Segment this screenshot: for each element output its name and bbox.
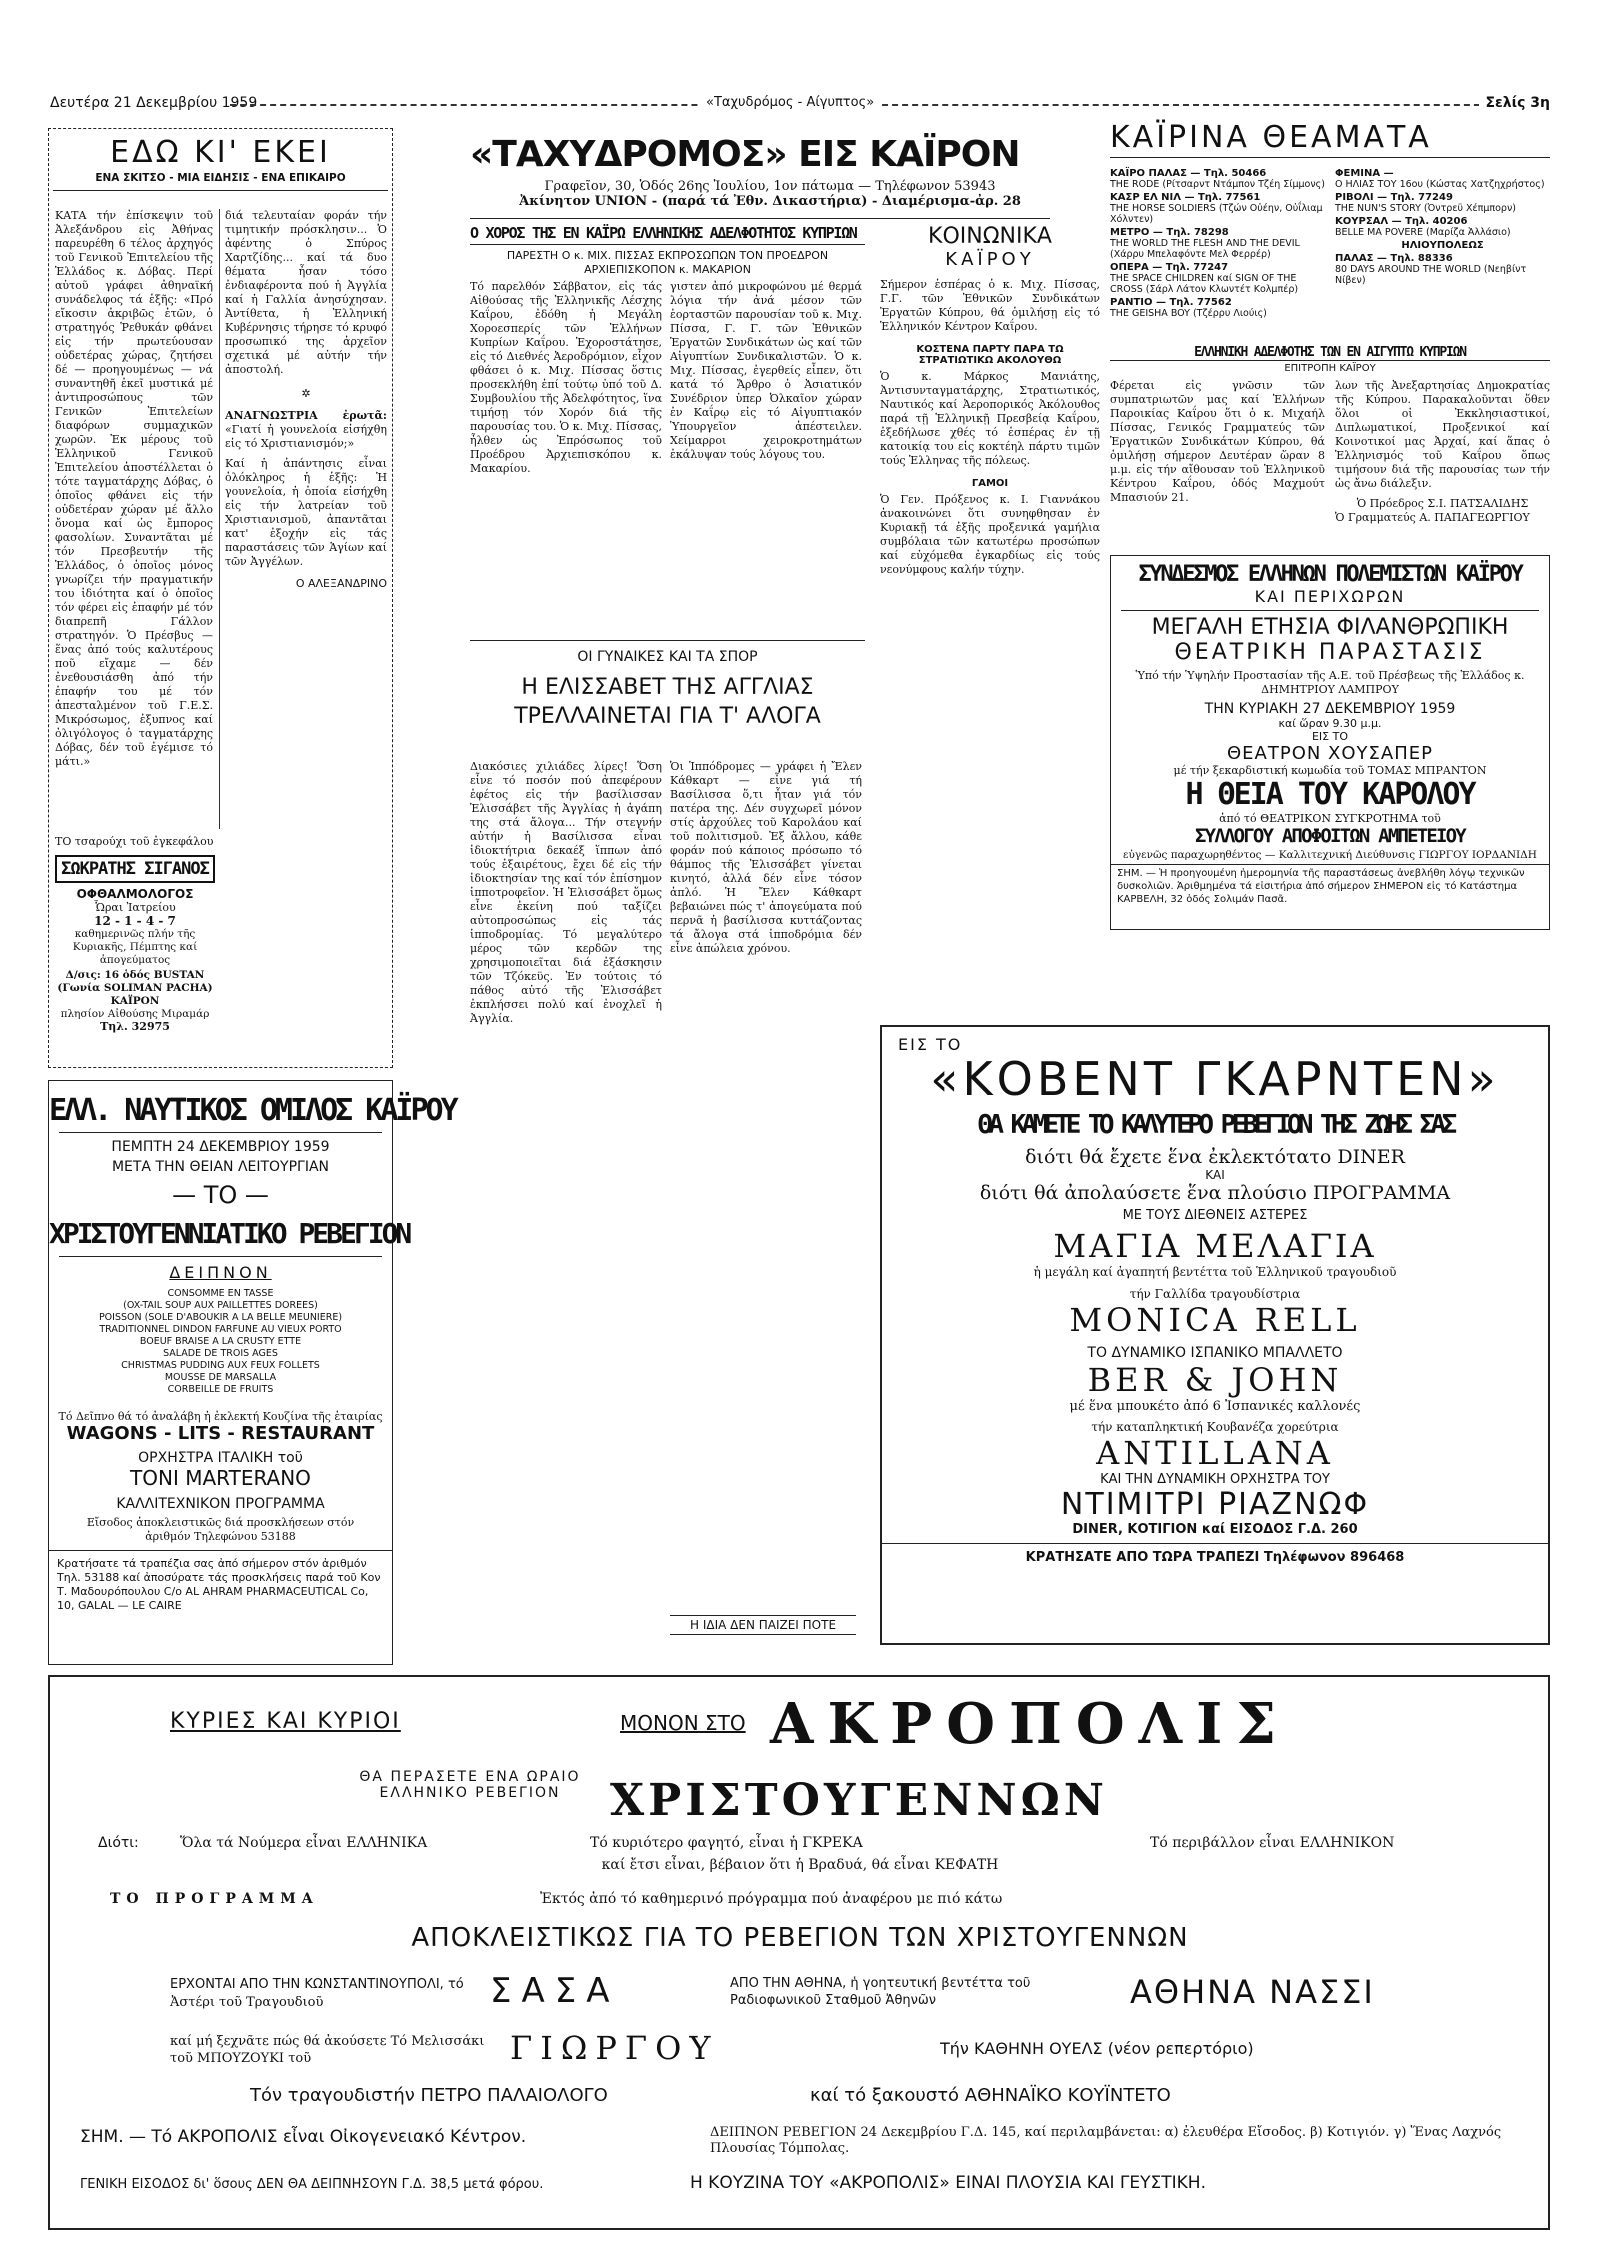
cinema-film: THE GEISHA BOY (Τζέρρυ Λιούις) <box>1110 308 1267 319</box>
choir-sub: ΠΑΡΕΣΤΗ Ο κ. ΜΙΧ. ΠΙΣΣΑΣ ΕΚΠΡΟΣΩΠΩΝ ΤΟΝ ΠΡΟΕΔΡΟΝ ΑΡΧΙΕΠΙΣΚΟΠΟΝ κ. ΜΑΚΑΡΙΟΝ <box>506 249 829 276</box>
koinonika-item2: Ὁ κ. Μάρκος Μανιάτης, Ἀντισυνταγματάρχης, Στρατιωτικός, Ναυτικός καί Ἀεροπορικός Ἀκόλουθος παρά τῇ Ἑλληνικῇ Πρεσβείᾳ Καΐρου, ἐξεδήλωσε χθές τό ἑσπέρας ἐν τῇ κατοικίᾳ του εἰς κοκτέηλ πάρτυ τιμῶν τούς Ἑλληνας τῆς πόλεως. <box>880 370 1100 467</box>
menu-item: CORBEILLE DE FRUITS <box>167 1384 274 1395</box>
women-title-2: ΤΡΕΛΛΑΙΝΕΤΑΙ ΓΙΑ Τ' ΑΛΟΓΑ <box>514 704 821 729</box>
cypriot-notice <box>1110 345 1550 545</box>
war-at: ΕΙΣ ΤΟ <box>1311 730 1349 743</box>
acro-n2: Τό κυριότερο φαγητό, εἶναι ἡ ΓΚΡΕΚΑ <box>590 1835 863 1851</box>
war-by: ἀπό τό ΘΕΑΤΡΙΚΟΝ ΣΥΓΚΡΟΤΗΜΑ τοῦ <box>1219 812 1441 825</box>
acro-forget: καί μή ξεχνᾶτε πώς θά ἀκούσετε Τό Μελισσάκι τοῦ ΜΠΟΥΖΟΥΚΙ τοῦ <box>170 2034 485 2066</box>
edo-ki-ekei-article <box>48 128 393 1068</box>
acro-prog-desc: Ἐκτός ἀπό τό καθημερινό πρόγραμμα πού ἀναφέρου με πιό κάτω <box>540 1891 1003 1907</box>
cg-star-3: BER & JOHN <box>1087 1361 1343 1399</box>
edo-col-2 <box>225 209 387 829</box>
koinonika-item3: Ὁ Γεν. Πρόξενος κ. Ι. Γιαννάκου ἀνακοινώνει ὅτι συνηφθησαν ἐν Κυριακῇ τά ἐξῆς προξενικά γαμήλια συμβόλαια τῶν κατωτέρω προσώπων καί εὐχόμεθα ἐγκαρδίως εἰς τούς νεονύμφους καλήν τύχην. <box>880 493 1100 576</box>
menu-item: (OX-TAIL SOUP AUX PAILLETTES DOREES) <box>123 1300 318 1311</box>
taxydromos-title: «ΤΑΧΥΔΡΟΜΟΣ» ΕΙΣ ΚΑΪΡΟΝ <box>470 134 1020 175</box>
menu-item: MOUSSE DE MARSALLA <box>164 1372 277 1383</box>
acro-gen: ΓΕΝΙΚΗ ΕΙΣΟΔΟΣ δι' ὅσους ΔΕΝ ΘΑ ΔΕΙΠΝΗΣΟΥΝ Γ.Δ. 38,5 μετά φόρου. <box>80 2177 544 2192</box>
theamata-col-left <box>1110 168 1325 333</box>
cyp-sign-1: Ὁ Πρόεδρος Σ.Ι. ΠΑΤΣΑΛΙΔΗΣ <box>1356 497 1529 510</box>
cg-star-2-pre: τήν Γαλλίδα τραγουδίστρια <box>1129 1287 1301 1301</box>
cinema-entry <box>1110 168 1325 190</box>
nautical-rule-1 <box>59 1132 382 1133</box>
edo-col-2-text: διά τελευταίαν φοράν τήν τιμητικήν πρόσκλησιν... Ὁ ἀφέντης ὁ Σπύρος Χαρτζίδης... καί τά δυο θέματα ἦσαν τόσο ἐνδιαφέροντα πού ἡ Ἀγγλία καί ἡ Γαλλία ἀνησύχησαν. Ἀντίθετα, ἡ Ἑλληνική Κυβέρνησις τήρησε τό κρυφό προσωπικό της ἀρχεῖον σχετικά μέ αὐτήν τήν ἀποστολή. <box>225 209 387 376</box>
nautical-club-ad <box>48 1080 456 1665</box>
acro-deipnon: ΔΕΙΠΝΟΝ ΡΕΒΕΓΙΟΝ 24 Δεκεμβρίου Γ.Δ. 145, καί περιλαμβάνεται: α) ἐλευθέρα Εἴσοδος. β) Κοτιγιόν. γ) Ἕνας Λαχνός Πλουσίας Τόμπολας. <box>710 2125 1502 2156</box>
cg-line-3: ΜΕ ΤΟΥΣ ΔΙΕΘΝΕΙΣ ΑΣΤΕΡΕΣ <box>1122 1208 1308 1223</box>
acro-sim: ΣΗΜ. — Τό ΑΚΡΟΠΟΛΙΣ εἶναι Οἰκογενειακό Κέντρον. <box>80 2127 527 2147</box>
cinema-film: THE SPACE CHILDREN καί SIGN OF THE CROSS (Σάρλ Λάτον Κλωντέτ Κολμπέρ) <box>1110 273 1299 295</box>
war-time: καί ὥραν 9.30 μ.μ. <box>1278 717 1382 730</box>
war-sub: ΚΑΙ ΠΕΡΙΧΩΡΩΝ <box>1254 587 1406 606</box>
nautical-rule-2 <box>59 1256 382 1257</box>
women-title-1: Η ΕΛΙΣΣΑΒΕΤ ΤΗΣ ΑΓΓΛΙΑΣ <box>521 675 814 700</box>
cg-star-1: ΜΑΓΙΑ ΜΕΛΑΓΙΑ <box>1053 1227 1377 1265</box>
koinonika-sub: ΚΑΪΡΟΥ <box>945 249 1035 270</box>
doctor-phone: Τηλ. 32975 <box>100 1020 170 1033</box>
nautical-after: ΜΕΤΑ ΤΗΝ ΘΕΙΑΝ ΛΕΙΤΟΥΡΓΙΑΝ <box>111 1159 330 1175</box>
cyp-col-2-text: λων τῆς Ἀνεξαρτησίας Δημοκρατίας τῆς Κύπρου. Παρακαλοῦνται ὅθεν ὅλοι οἱ Ἐκκλησιαστικοί, Διπλωματικοί, Προξενικοί καί Κοινοτικοί μας Ἀρχαί, καί ἅπας ὁ Ἑλληνισμός τοῦ Καΐρου ὅπως τιμήσουν διά τῆς παρουσίας των τήν ὡς ἄνω διάλεξιν. <box>1335 379 1550 490</box>
cyp-col-1 <box>1110 379 1325 544</box>
acro-excl: ΑΠΟΚΛΕΙΣΤΙΚΩΣ ΓΙΑ ΤΟ ΡΕΒΕΓΙΟΝ ΤΩΝ ΧΡΙΣΤΟΥΓΕΝΝΩΝ <box>411 1923 1189 1953</box>
cinema-entry <box>1335 216 1550 238</box>
war-title: ΣΥΝΔΕΣΜΟΣ ΕΛΛΗΝΩΝ ΠΟΛΕΜΙΣΤΩΝ ΚΑΪΡΟΥ <box>1138 562 1522 587</box>
cg-star-3-desc: μέ ἕνα μπουκέτο ἀπό 6 Ἰσπανικές καλλονές <box>1069 1399 1361 1414</box>
acro-sasa: ΣΑΣΑ <box>490 1971 620 2011</box>
menu-item: TRADITIONNEL DINDON FARFUNE AU VIEUX PORTO <box>99 1324 342 1335</box>
women-col-2 <box>670 760 862 1610</box>
nautical-orch-label: ΟΡΧΗΣΤΡΑ ΙΤΑΛΙΚΗ τοῦ <box>138 1450 303 1466</box>
covent-garden-ad <box>880 1025 1550 1645</box>
choir-col-1 <box>470 280 662 630</box>
women-col-1-text: Διακόσιες χιλιάδες λίρες! Ὅση εἶνε τό ποσόν πού ἀπεφέρουν ἐφέτος εἰς τήν βασίλισσαν Ἐλισσάβετ τῆς Ἀγγλίας ἡ ἀγάπη της στά ἄλογα... Τήν στεγνήν αὐτήν ἡ Βασίλισσα εἶναι ἰδιοκτήτρια δεκαέξ ἵππων ἀπό τούς ἐξαιρέτους, ἔχει δέ εἰς τήν ἰδιοκτησίαν της καί τόν ἐπίσημον ἱπποτροφεῖον. Ἡ Ἐλισσάβετ ὅμως εἶνε ἐκείνη πού ταξίζει αὐτοπροσώπως εἰς τάς ἱπποδρομίας. Τό μεγαλύτερο μέρος τῶν κερδῶν της χρησιμοποιεῖται διά ἐξάσκησιν τῶν Τζόκεϋς. Ἐν τούτοις τό πάθος αὐτό τῆς Ἐλισσάβετ ἐκπλήσσει πολύ καί ἐνοχλεῖ ἡ Ἀγγλία. <box>470 760 662 1025</box>
acro-from-cpl: ΕΡΧΟΝΤΑΙ ΑΠΟ ΤΗΝ ΚΩΝΣΤΑΝΤΙΝΟΥΠΟΛΙ, τό <box>170 1977 464 1992</box>
war-big-2: ΘΕΑΤΡΙΚΗ ΠΑΡΑΣΤΑΣΙΣ <box>1174 640 1486 665</box>
menu-item: SALADE DE TROIS AGES <box>163 1348 278 1359</box>
cinema-film: THE NUN'S STORY (Ὀντρεϋ Χέπμπορν) <box>1335 203 1516 214</box>
nautical-orch-name: TONI MARTERANO <box>130 1466 311 1490</box>
cinema-entry <box>1110 227 1325 260</box>
choir-col-2-text: γιστεν ἀπό μικροφώνου μέ θερμά λόγια τήν ἀνά μέσον τῶν ἑορταστῶν παρουσίαν τοῦ κ. Μιχ. Πίσσα, Γ. Γ. τῶν Ἐθνικῶν Ἐργατῶν Συνδικάτων ὡς καί τῶν Αἰγυπτίων Συνδικαλιστῶν. Ὁ κ. Μιχ. Πίσσας, ἐγερθείς εἶπεν, ὅτι κατά τό Ἄρθρο ὁ Ἀσιατικόν Συνέδριον ὑπερ Ὀλκαῖον χώραν ἐν Καΐρῳ εἰς τό Αἰγυπτιακόν Ὑπουργεῖον ἀπέστειλεν. Χείμαρροι χειροκροτημάτων ἐκάλυψαν τούς λόγους του. <box>670 280 862 461</box>
edo-footer-note: ΤΟ τσαρούχι τοῦ ἐγκεφάλου <box>55 835 214 848</box>
nautical-date: ΠΕΜΠΤΗ 24 ΔΕΚΕΜΒΡΙΟΥ 1959 <box>111 1139 330 1155</box>
edo-title: ΕΔΩ ΚΙ' ΕΚΕΙ <box>110 135 331 170</box>
cyp-title: ΕΛΛΗΝΙΚΗ ΑΔΕΛΦΟΤΗΣ ΤΩΝ ΕΝ ΑΙΓΥΠΤΩ ΚΥΠΡΙΩΝ <box>1110 345 1550 361</box>
doctor-near: πλησίον Αἰθούσης Μιραμάρ <box>60 1008 210 1020</box>
cg-eis: ΕΙΣ ΤΟ <box>898 1035 963 1054</box>
cinema-entry <box>1110 262 1325 295</box>
edo-col-1-text: ΚΑΤΑ τήν ἐπίσκεψιν τοῦ Ἀλεξάνδρου εἰς Ἀθήνας παρευρέθη 6 τέλος ἀρχηγός τοῦ Γενικοῦ Ἐπιτελείου τῆς Ἑλλάδος κ. Δόβας. Περί αὐτοῦ γράφει ἀθηναϊκή συνάδελφος τά ἑξῆς: «Πρό εἴκοσιν ἀκριβῶς ἐτῶν, ὁ στρατηγός Ῥεθυκάν φθάνει εἰς τήν πρωτεύουσαν οὐδετέρας χώρας, ζητήσει δέ — προηγουμένως — νά συναντηθῆ ἐκεῖ μυστικά μέ ἀντιπροσώπους τῶν Γενικῶν Ἐπιτελείων διαφόρων συμμαχικῶν χωρῶν. Ἐκ μέρους τοῦ Ἑλληνικοῦ Γενικοῦ Ἐπιτελείου ἀποστέλλεται ὁ τότε ταγματάρχης Δόβας, ὁ ὁποῖος φθάνει εἰς τήν οὐδετέραν χώραν μέ ἄλλο ὄνομα καί ὡς ἔμπορος φασολίων. Συναντᾶται μέ τόν Πρεσβευτήν τῆς Ἑλλάδος, ὁ ὁποῖος μόνος γνωρίζει τήν πραγματικήν του ἰδιότητα καί ὁ ὁποῖος τόν φέρει εἰς ἐπαφήν μέ τόν διαπρεπῆ Γάλλον στρατηγόν. Ὁ Πρέσβυς — ἕνας ἀπό τούς καλυτέρους ποῦ εἴχαμε — δέν ἐνεθουσιάσθη ἀπό τήν ἐπαφήν του μέ τόν ἀπεσταλμένον τοῦ Γ.Ε.Σ. Μικρόσωμος, ἐξυπνος καί ὀλιγόλογος ὁ ταγματάρχης Δόβας, δέν τοῦ ἐγέμισε τό μάτι.» <box>55 209 213 768</box>
cinema-entry <box>1335 168 1550 190</box>
cinema-name: ΗΛΙΟΥΠΟΛΕΩΣ <box>1401 240 1484 251</box>
war-patron: Ὑπό τήν Ὑψηλήν Προστασίαν τῆς Α.Ε. τοῦ Πρέσβεως τῆς Ἑλλάδος κ. ΔΗΜΗΤΡΙΟΥ ΛΑΜΠΡΟΥ <box>1135 669 1525 696</box>
koinonika-item2-head: ΚΟΣΤΕΝΑ ΠΑΡΤΥ ΠΑΡΑ ΤΩ ΣΤΡΑΤΙΩΤΙΚΩ ΑΚΟΛΟΥΘΩ <box>916 344 1064 366</box>
cinema-film: THE HORSE SOLDIERS (Τζών Οὐέην, Οὐΐλιαμ Χόλντεν) <box>1110 203 1323 225</box>
cyp-col-2 <box>1335 379 1550 544</box>
theamata-title: ΚΑΪΡΙΝΑ ΘΕΑΜΑΤΑ <box>1110 120 1432 155</box>
war-date: ΤΗΝ ΚΥΡΙΑΚΗ 27 ΔΕΚΕΜΒΡΙΟΥ 1959 <box>1204 701 1456 717</box>
nautical-entry: Εἴσοδος ἀποκλειστικῶς διά προσκλήσεων στόν ἀριθμόν Τηλεφώνου 53188 <box>86 1516 355 1543</box>
edo-subtitle: ΕΝΑ ΣΚΙΤΣΟ - ΜΙΑ ΕΙΔΗΣΙΣ - ΕΝΑ ΕΠΙΚΑΙΡΟ <box>95 172 346 184</box>
kairina-theamata <box>1110 120 1550 335</box>
women-rule <box>470 640 865 641</box>
cg-line-2: διότι θά ἀπολαύσετε ἕνα πλούσιο ΠΡΟΓΡΑΜΜΑ <box>979 1182 1451 1204</box>
cinema-name: ΦΕΜΙΝΑ — <box>1335 168 1394 179</box>
doctor-note: καθημερινῶς πλήν τῆς Κυριακῆς, Πέμπτης καί ἀπογεύματος <box>72 928 198 966</box>
anagnostria-title: ΑΝΑΓΝΩΣΤΡΙΑ ἐρωτᾶ: <box>225 409 387 422</box>
cinema-name: ΡΙΒΟΛΙ — Τηλ. 77249 <box>1335 192 1453 203</box>
anagnostria-answer: Καί ἡ ἀπάντησις εἶναι ὁλόκληρος ἡ ἑξῆς: Ἡ γουνελοία, ἡ ὁποία εἰσήχθη εἰς τήν λατρείαν τοῦ Χριστιανισμοῦ, ἀπαντᾶται κατ' ἐξοχήν εἰς τάς παραστάσεις τῶν Ἁγίων καί τῶν Ἀγγέλων. <box>225 457 387 568</box>
edo-star: ✲ <box>301 387 311 400</box>
war-director: εὐγενῶς παραχωρηθέντος — Καλλιτεχνική Διεύθυνσις ΓΙΩΡΓΟΥ ΙΟΡΔΑΝΙΔΗ <box>1123 849 1537 861</box>
cinema-name: ΚΑΣΡ ΕΛ ΝΙΛ — Τηλ. 77561 <box>1110 192 1261 203</box>
tax-rule <box>470 218 1050 219</box>
acro-athina: ΑΘΗΝΑ ΝΑΣΣΙ <box>1130 1973 1375 2011</box>
war-play: Η ΘΕΙΑ ΤΟΥ ΚΑΡΟΛΟΥ <box>1185 777 1475 812</box>
cg-slogan: ΘΑ ΚΑΜΕΤΕ ΤΟ ΚΑΛΥΤΕΡΟ ΡΕΒΕΓΙΟΝ ΤΗΣ ΖΩΗΣ ΣΑΣ <box>977 1110 1453 1140</box>
cinema-name: ΚΟΥΡΣΑΛ — Τηλ. 40206 <box>1335 216 1468 227</box>
nautical-to: — ΤΟ — <box>172 1181 269 1209</box>
acro-kitchen: Η ΚΟΥΖΙΝΑ ΤΟΥ «ΑΚΡΟΠΟΛΙΣ» ΕΙΝΑΙ ΠΛΟΥΣΙΑ ΚΑΙ ΓΕΥΣΤΙΚΗ. <box>690 2173 1206 2193</box>
cinema-entry <box>1335 240 1550 251</box>
doctor-name: ΣΩΚΡΑΤΗΣ ΣΙΓΑΝΟΣ <box>55 855 215 883</box>
theamata-col-right <box>1335 168 1550 333</box>
cinema-name: ΡΑΝΤΙΟ — Τηλ. 77562 <box>1110 297 1232 308</box>
cg-orch: ΝΤΙΜΙΤΡΙ ΡΙΑΖΝΩΦ <box>1060 1487 1370 1522</box>
acro-dioti: Διότι: <box>98 1835 139 1851</box>
nautical-kitchen: Τό Δεῖπνο θά τό ἀναλάβη ἡ ἐκλεκτή Κουζίνα τῆς ἑταιρίας <box>58 1410 383 1423</box>
acro-kyries: ΚΥΡΙΕΣ ΚΑΙ ΚΥΡΙΟΙ <box>170 1709 401 1734</box>
women-header: ΟΙ ΓΥΝΑΙΚΕΣ ΚΑΙ ΤΑ ΣΠΟΡ <box>577 649 758 665</box>
nautical-dinner-label: ΔΕΙΠΝΟΝ <box>169 1263 272 1282</box>
cinema-name: ΠΑΛΑΣ — Τηλ. 88336 <box>1335 253 1453 264</box>
cg-book: ΚΡΑΤΗΣΑΤΕ ΑΠΟ ΤΩΡΑ ΤΡΑΠΕΖΙ Τηλέφωνον 896468 <box>1025 1550 1405 1565</box>
koinonika-item3-head: ΓΑΜΟΙ <box>971 478 1009 489</box>
edo-col-rule <box>219 209 220 829</box>
edo-signature: Ο ΑΛΕΞΑΝΔΡΙΝΟ <box>295 577 387 590</box>
acro-giorgos: ΓΙΩΡΓΟΥ <box>510 2029 719 2067</box>
edo-divider <box>53 190 388 191</box>
header-page: Σελίς 3η <box>1479 95 1550 111</box>
cinema-film: 80 DAYS AROUND THE WORLD (Νεηβίντ Νίβεν) <box>1335 264 1527 286</box>
war-note: ΣΗΜ. — Ἡ προηγουμένη ἡμερομηνία τῆς παραστάσεως ἀνεβλήθη λόγῳ τεχνικῶν δυσκολιῶν. Ἀριθμημένα τά εἰσιτήρια ἀπό σήμερον ΣΗΜΕΡΟΝ εἰς τό Κατάστημα ΚΑΡΒΕΛΗ, 32 ὁδός Σολιμάν Πασᾶ. <box>1117 868 1525 905</box>
acro-n3: Τό περιβάλλον εἶναι ΕΛΛΗΝΙΚΟΝ <box>1150 1835 1395 1851</box>
acro-from-ath: ΑΠΟ ΤΗΝ ΑΘΗΝΑ, ἡ γοητευτική βεντέττα τοῦ Ραδιοφωνικοῦ Σταθμοῦ Ἀθηνῶν <box>730 1976 1031 2008</box>
cinema-film: THE RODE (Ρίτσαρντ Ντάμπον Τζέη Σίμμονς) <box>1110 179 1325 190</box>
women-article <box>470 640 865 1650</box>
cg-star-3-pre: ΤΟ ΔΥΝΑΜΙΚΟ ΙΣΠΑΝΙΚΟ ΜΠΑΛΛΕΤΟ <box>1087 1345 1343 1361</box>
women-col-2-text: Ὁι Ἱππόδρομες — γράφει ἡ Ἔλεν Κάθκαρτ — εἶνε γιά τή Βασίλισσα ὅ,τι ἦταν γιά τόν πατέρα της. Δέν συγχωρεῖ μόνον στίς ἀρχούλες τοῦ Καρολάου καί τοῦ πολιτισμοῦ. Ἐξ ἄλλου, κάθε φοράν πού κάποιος πρόσωπο τό θάμπος τῆς Ἐλισσάβετ γίνεται κινητό, ἀλλά δέν εἶνε τόσον ἀπλό. Ἡ Ἔλεν Κάθκαρτ βεβαιώνει πώς τ' ἀπογεύματα πού περνᾶ ἡ βασίλισσα κυττάζοντας τά ἄλογα στά ἱπποδρόμια δέν εἶνε ἀπώλεια χρόνου. <box>670 760 862 955</box>
war-theatre: ΘΕΑΤΡΟΝ ΧΟΥΣΑΠΕΡ <box>1226 743 1433 764</box>
nautical-rule-3 <box>49 1550 392 1551</box>
header-date: Δευτέρα 21 Δεκεμβρίου 1959 <box>50 95 258 111</box>
acro-star-cpl: Ἀστέρι τοῦ Τραγουδιοῦ <box>170 1995 324 2010</box>
acro-owel: Τήν ΚΑΘΗΝΗ ΟΥΕΛΣ (νέον ρεπερτόριο) <box>940 2039 1254 2058</box>
cinema-entry <box>1335 253 1550 286</box>
nautical-menu <box>49 1288 392 1396</box>
cg-title: «ΚΟΒΕΝΤ ΓΚΑΡΝΤΕΝ» <box>930 1052 1500 1106</box>
cyp-col-1-text: Φέρεται εἰς γνῶσιν τῶν συμπατριωτῶν μας καί Ἑλλήνων Παροικίας Καΐρου ὅτι ὁ κ. Μιχαήλ Πίσσας, Γενικός Γραμματεύς τῶν Ἐργατικῶν Συνδικάτων Κύπρου, θά ὁμιλήσῃ σήμερον Δευτέραν ὥραν 8 μ.μ. εἰς τήν αἴθουσαν τοῦ Ἑλληνικοῦ Κέντρου Καΐρου, ὁδός Μαχμούτ Μπασιούν 21. <box>1110 379 1325 504</box>
cinema-entry <box>1335 192 1550 214</box>
cinema-name: ΟΠΕΡΑ — Τηλ. 77247 <box>1110 262 1229 273</box>
cg-rule <box>882 1543 1548 1544</box>
cg-price: DINER, ΚΟΤΙΓΙΟΝ καί ΕΙΣΟΔΟΣ Γ.Δ. 260 <box>1072 1522 1358 1537</box>
acropolis-ad <box>48 1675 1550 2230</box>
taxydromos-line-1: Γραφεῖον, 30, Ὁδός 26ης Ἰουλίου, 1ον πάτωμα — Τηλέφωνον 53943 <box>544 179 996 194</box>
choir-article <box>470 224 865 634</box>
choir-col-1-text: Τό παρελθόν Σάββατον, εἰς τάς Αἰθούσας τῆς Ἑλληνικῆς Λέσχης Καΐρου, ἐδόθη ἡ Μεγάλη Χοροεσπερίς τῶν Ἑλλήνων Κυπρίων Καΐρου. Ἐχοροστάτησε, εἰς τό Διεθνές Ἀεροδρόμιον, εἶχον φθάσει ὁ κ. Μιχ. Πίσσας ὅστις προσεκλήθη ἐπί τούτῳ ὑπό τοῦ Δ. Συμβουλίου τῆς Ἀδελφότητος, ἵνα τιμήσῃ τόν Χορόν διά τῆς παρουσίας του. Ὁ κ. Μιχ. Πίσσας, ἦλθεν ὡς Ἐπρόσωπος τοῦ Προέδρου Ἀρχιεπισκόπου κ. Μακαρίου. <box>470 280 662 475</box>
taxydromos-line-2: Ἀκίνητον UNION - (παρά τά Ἐθν. Δικαστήρια) - Διαμέρισμα-ἀρ. 28 <box>519 194 1021 209</box>
acro-n1: Ὅλα τά Νούμερα εἶναι ΕΛΛΗΝΙΚΑ <box>180 1835 428 1851</box>
taxydromos-banner <box>470 128 1070 238</box>
cg-orch-pre: ΚΑΙ ΤΗΝ ΔΥΝΑΜΙΚΗ ΟΡΧΗΣΤΡΑ ΤΟΥ <box>1100 1472 1330 1487</box>
acro-tha: ΘΑ ΠΕΡΑΣΕΤΕ ΕΝΑ ΩΡΑΙΟ ΕΛΛΗΝΙΚΟ ΡΕΒΕΓΙΟΝ <box>359 1769 581 1801</box>
acro-acc: καί τό ξακουστό ΑΘΗΝΑΪΚΟ ΚΟΥΪΝΤΕΤΟ <box>810 2085 1171 2106</box>
acro-prog: ΤΟ ΠΡΟΓΡΑΜΜΑ <box>110 1891 319 1907</box>
women-footer: Η ΙΔΙΑ ΔΕΝ ΠΑΙΖΕΙ ΠΟΤΕ <box>670 1615 856 1635</box>
nautical-company: WAGONS - LITS - RESTAURANT <box>66 1423 375 1444</box>
menu-item: CHRISTMAS PUDDING AUX FEUX FOLLETS <box>121 1360 320 1371</box>
cyp-sub: ΕΠΙΤΡΟΠΗ ΚΑΪΡΟΥ <box>1284 363 1376 374</box>
cg-kai: ΚΑΙ <box>1205 1168 1225 1182</box>
edo-col-1 <box>55 209 213 768</box>
war-club: ΣΥΛΛΟΓΟΥ ΑΠΟΦΟΙΤΩΝ ΑΜΠΕΤΕΙΟΥ <box>1195 825 1465 847</box>
nautical-program: ΚΑΛΛΙΤΕΧΝΙΚΟΝ ΠΡΟΓΡΑΜΜΑ <box>116 1496 325 1512</box>
anagnostria-question: «Γιατί ἡ γουνελοία εἰσήχθη εἰς τό Χριστιανισμόν;» <box>225 423 387 450</box>
cg-star-1-desc: ἡ μεγάλη καί ἀγαπητή βεντέττα τοῦ Ἑλληνικοῦ τραγουδιοῦ <box>1033 1265 1397 1279</box>
cinema-name: ΚΑΪΡΟ ΠΑΛΑΣ — Τηλ. 50466 <box>1110 168 1267 179</box>
doctor-address: Δ/σις: 16 ὁδός BUSTAN (Γωνία SOLIMAN PACHA) ΚΑΪΡΟΝ <box>57 969 213 1007</box>
acro-singer: Τόν τραγουδιστήν ΠΕΤΡΟ ΠΑΛΑΙΟΛΟΓΟ <box>250 2085 608 2106</box>
cinema-name: ΜΕΤΡΟ — Τηλ. 78298 <box>1110 227 1229 238</box>
war-rule-1 <box>1121 610 1539 611</box>
cg-line-1: διότι θά ἔχετε ἕνα ἐκλεκτότατο DINER <box>1025 1146 1405 1168</box>
doctor-hours-label: Ὧραι Ἰατρείου <box>94 901 176 914</box>
nautical-title: ΕΛΛ. ΝΑΥΤΙΚΟΣ ΟΜΙΛΟΣ ΚΑΪΡΟΥ <box>49 1093 456 1128</box>
theamata-rule <box>1110 157 1550 158</box>
menu-item: BOEUF BRAISE A LA CRUSTY ETTE <box>139 1336 302 1347</box>
acro-monon: ΜΟΝΟΝ ΣΤΟ <box>620 1711 746 1735</box>
cinema-entry <box>1110 297 1325 319</box>
acro-name: ΑΚΡΟΠΟΛΙΣ <box>770 1691 1290 1757</box>
header-paper: «Ταχυδρόμος - Αίγυπτος» <box>700 95 880 110</box>
doctor-ad <box>55 855 215 1060</box>
koinonika-title: ΚΟΙΝΩΝΙΚΑ <box>928 224 1052 249</box>
cg-star-4-pre: τήν καταπληκτική Κουβανέζα χορεύτρια <box>1091 1420 1339 1434</box>
doctor-hours: 12 - 1 - 4 - 7 <box>94 914 176 928</box>
koinonika-text: Σήμερον ἑσπέρας ὁ κ. Μιχ. Πίσσας, Γ.Γ. τῶν Ἐθνικῶν Συνδικάτων Ἐργατῶν Κύπρου, θά ὁμιλήσῃ εἰς τό Ἑλληνικόν Κέντρον Καΐρου. <box>880 278 1100 333</box>
cinema-film: Ο ΗΛΙΑΣ ΤΟΥ 16ου (Κώστας Χατζηχρήστος) <box>1335 179 1545 190</box>
cinema-film: BELLE MA POVERE (Μαρίζα Ἀλλάσιο) <box>1335 227 1511 238</box>
cg-star-4: ANTILLANA <box>1096 1434 1334 1472</box>
acro-n4: καί ἔτσι εἶναι, βέβαιον ὅτι ἡ Βραδυά, θά εἶναι ΚΕΦΑΤΗ <box>601 1857 999 1873</box>
war-play-pre: μέ τήν ξεκαρδιστική κωμωδία τοῦ ΤΟΜΑΣ ΜΠΡΑΝΤΟΝ <box>1173 764 1487 777</box>
cinema-film: THE WORLD THE FLESH AND THE DEVIL (Χάρρυ Μπελαφόντε Μελ Φερρέρ) <box>1110 238 1300 260</box>
veterans-theatre-ad <box>1110 555 1550 930</box>
cyp-sign-2: Ὁ Γραμματεύς Α. ΠΑΠΑΓΕΩΡΓΙΟΥ <box>1335 511 1530 524</box>
nautical-booking: Κρατήσατε τά τραπέζια σας ἀπό σήμερον στόν ἀριθμόν Τηλ. 53188 καί ἀποσύρατε τάς προσκλήσεις παρά τοῦ Κον Τ. Μαδουρόπουλου C/o AL AHRAM PHARMACEUTICAL Co, 10, GALAL — LE CAIRE <box>57 1557 381 1612</box>
acro-xmas: ΧΡΙΣΤΟΥΓΕΝΝΩΝ <box>610 1775 1108 1826</box>
page-header <box>0 95 1600 113</box>
menu-item: POISSON (SOLE D'ABOUKIR A LA BELLE MEUNIERE) <box>98 1312 343 1323</box>
choir-title: Ο ΧΟΡΟΣ ΤΗΣ ΕΝ ΚΑΪΡΩ ΕΛΛΗΝΙΚΗΣ ΑΔΕΛΦΟΤΗΤΟΣ ΚΥΠΡΙΩΝ <box>470 224 865 245</box>
menu-item: CONSOMME EN TASSE <box>167 1288 274 1299</box>
cg-star-2: MONICA RELL <box>1069 1301 1361 1339</box>
choir-col-2 <box>670 280 862 630</box>
women-col-1 <box>470 760 662 1640</box>
cinema-entry <box>1110 192 1325 225</box>
doctor-role: ΟΦΘΑΛΜΟΛΟΓΟΣ <box>76 887 194 901</box>
war-rule-2 <box>1111 864 1549 865</box>
nautical-event: ΧΡΙΣΤΟΥΓΕΝΝΙΑΤΙΚΟ ΡΕΒΕΓΙΟΝ <box>49 1217 410 1250</box>
war-big-1: ΜΕΓΑΛΗ ΕΤΗΣΙΑ ΦΙΛΑΝΘΡΩΠΙΚΗ <box>1151 615 1509 640</box>
